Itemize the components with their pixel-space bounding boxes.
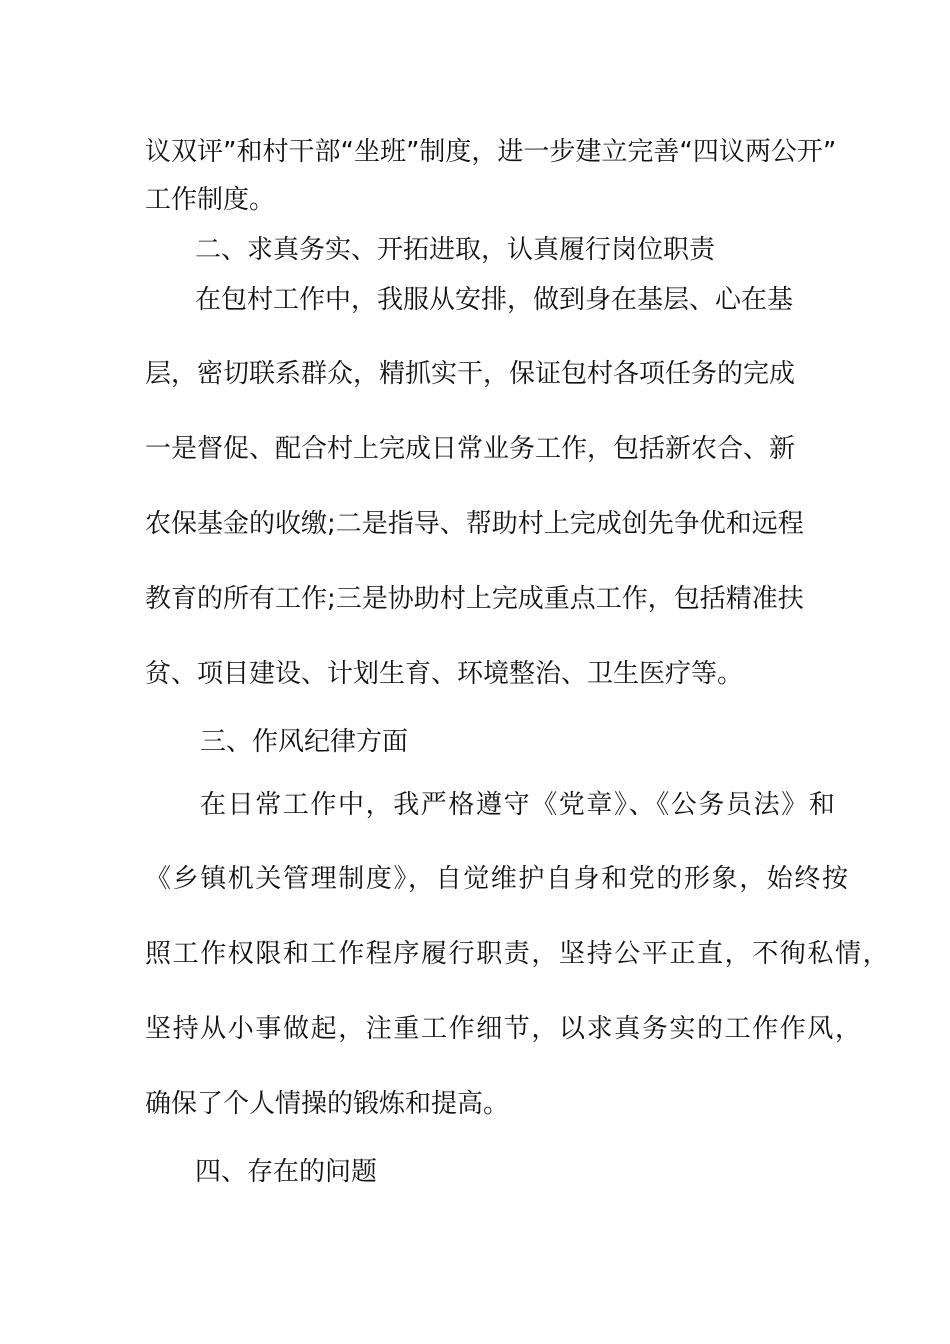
paragraph-line: 教育的所有工作;三是协助村上完成重点工作，包括精准扶 bbox=[145, 584, 804, 614]
section-heading: 二、求真务实、开拓进取，认真履行岗位职责 bbox=[195, 235, 716, 265]
paragraph-line: 照工作权限和工作程序履行职责，坚持公平正直，不徇私情， bbox=[145, 939, 891, 969]
paragraph-line: 坚持从小事做起，注重工作细节，以求真务实的工作作风， bbox=[145, 1014, 863, 1044]
paragraph-line: 议双评”和村干部“坐班”制度，进一步建立完善“四议两公开” bbox=[145, 137, 837, 167]
paragraph-line: 确保了个人情操的锻炼和提高。 bbox=[145, 1089, 510, 1119]
paragraph-line: 农保基金的收缴;二是指导、帮助村上完成创先争优和远程 bbox=[145, 509, 804, 539]
section-heading: 四、存在的问题 bbox=[195, 1157, 378, 1187]
paragraph-line: 工作制度。 bbox=[145, 185, 276, 215]
paragraph-line: 《乡镇机关管理制度》，自觉维护自身和党的形象，始终按 bbox=[145, 864, 850, 894]
paragraph-line: 层，密切联系群众，精抓实干，保证包村各项任务的完成 bbox=[145, 359, 796, 389]
paragraph-line: 贫、项目建设、计划生育、环境整治、卫生医疗等。 bbox=[145, 659, 744, 689]
paragraph-line: 在日常工作中，我严格遵守《党章》、《公务员法》和 bbox=[200, 790, 837, 820]
section-heading: 三、作风纪律方面 bbox=[200, 727, 409, 757]
paragraph-line: 一是督促、配合村上完成日常业务工作，包括新农合、新 bbox=[145, 434, 796, 464]
paragraph-line: 在包村工作中，我服从安排，做到身在基层、心在基 bbox=[195, 285, 794, 315]
